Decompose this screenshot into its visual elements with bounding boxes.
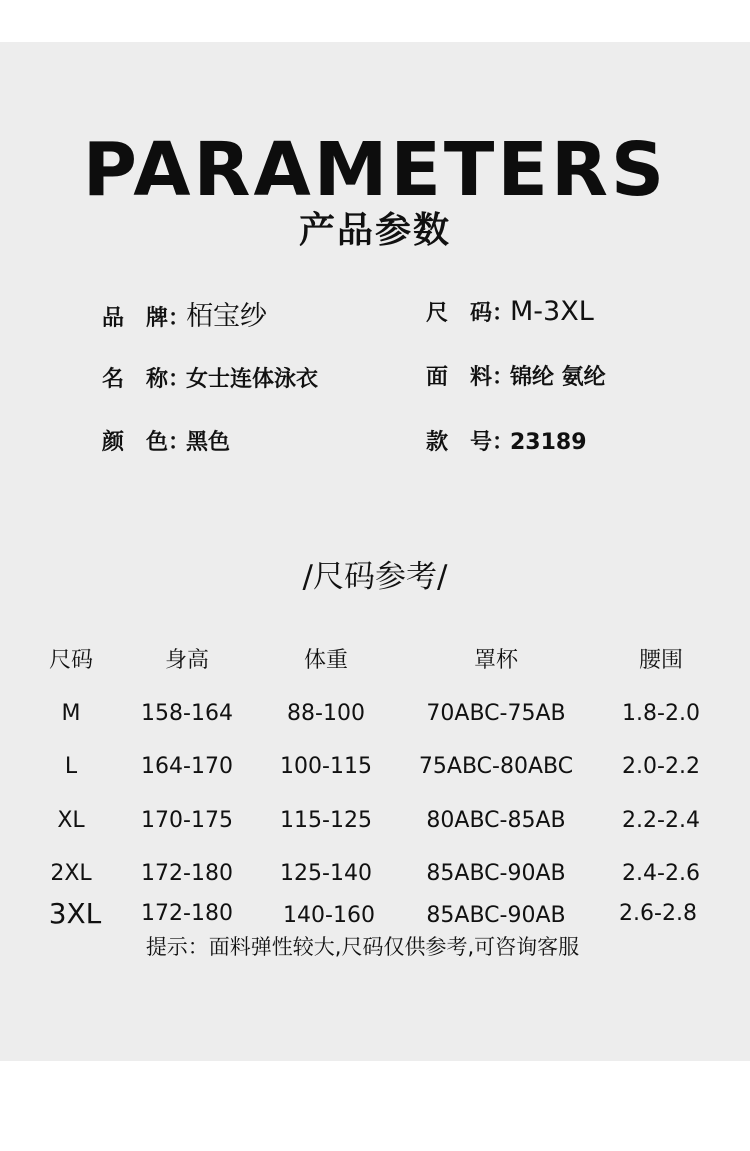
colon: ：: [492, 301, 515, 326]
table-cell-cup: 70ABC-75AB: [426, 701, 566, 726]
size-value: M-3XL: [510, 296, 594, 327]
table-cell-cup: 85ABC-90AB: [426, 903, 566, 928]
header-cup: 罩杯: [473, 648, 518, 673]
table-cell-cup: 85ABC-90AB: [426, 861, 566, 886]
param-color: [102, 428, 230, 458]
table-cell-waist: 1.8-2.0: [622, 701, 700, 726]
table-cell-size: XL: [57, 808, 85, 833]
param-name: [102, 365, 318, 395]
colon: ：: [168, 367, 191, 392]
name-label: 名 称: [102, 367, 169, 392]
color-value: 黑色: [186, 430, 231, 455]
brand-value: 栢宝纱: [186, 301, 267, 332]
table-cell-size: 2XL: [50, 861, 92, 886]
table-cell-weight: 140-160: [283, 903, 375, 928]
table-cell-size: L: [64, 754, 78, 779]
table-cell-waist: 2.6-2.8: [619, 901, 697, 926]
param-fabric: [426, 363, 606, 393]
name-value: 女士连体泳衣: [186, 367, 319, 392]
table-cell-cup: 75ABC-80ABC: [418, 754, 574, 779]
table-cell-height: 172-180: [141, 901, 233, 926]
table-cell-weight: 125-140: [280, 861, 372, 886]
brand-label: 品 牌: [102, 306, 169, 331]
colon: ：: [168, 430, 191, 455]
size-note: 提示：面料弹性较大,尺码仅供参考,可咨询客服: [145, 935, 580, 959]
table-cell-weight: 100-115: [280, 754, 372, 779]
table-cell-waist: 2.2-2.4: [622, 808, 700, 833]
table-cell-waist: 2.0-2.2: [622, 754, 700, 779]
table-cell-weight: 88-100: [287, 701, 365, 726]
table-cell-height: 164-170: [141, 754, 233, 779]
size-label: 尺 码: [426, 301, 493, 326]
param-size: [426, 297, 594, 329]
header-height: 身高: [164, 648, 209, 673]
param-brand: [102, 302, 267, 334]
table-cell-height: 158-164: [141, 701, 233, 726]
page-title-en: PARAMETERS: [82, 127, 668, 213]
header-weight: 体重: [303, 648, 348, 673]
style-label: 款 号: [426, 430, 493, 455]
header-waist: 腰围: [638, 648, 683, 673]
table-cell-weight: 115-125: [280, 808, 372, 833]
table-cell-height: 170-175: [141, 808, 233, 833]
fabric-value: 锦纶 氨纶: [510, 365, 606, 390]
size-chart-title: /尺码参考/: [302, 559, 448, 595]
fabric-label: 面 料: [426, 365, 493, 390]
table-cell-size: 3XL: [48, 897, 102, 930]
colon: ：: [492, 430, 515, 455]
param-style: [426, 428, 587, 458]
color-label: 颜 色: [102, 430, 169, 455]
header-size: 尺码: [48, 648, 93, 673]
table-cell-size: M: [61, 701, 81, 726]
page-title-cn: 产品参数: [298, 210, 451, 251]
table-cell-height: 172-180: [141, 861, 233, 886]
colon: ：: [492, 365, 515, 390]
colon: ：: [168, 306, 191, 331]
table-cell-waist: 2.4-2.6: [622, 861, 700, 886]
style-value: 23189: [510, 430, 587, 455]
table-cell-cup: 80ABC-85AB: [426, 808, 566, 833]
